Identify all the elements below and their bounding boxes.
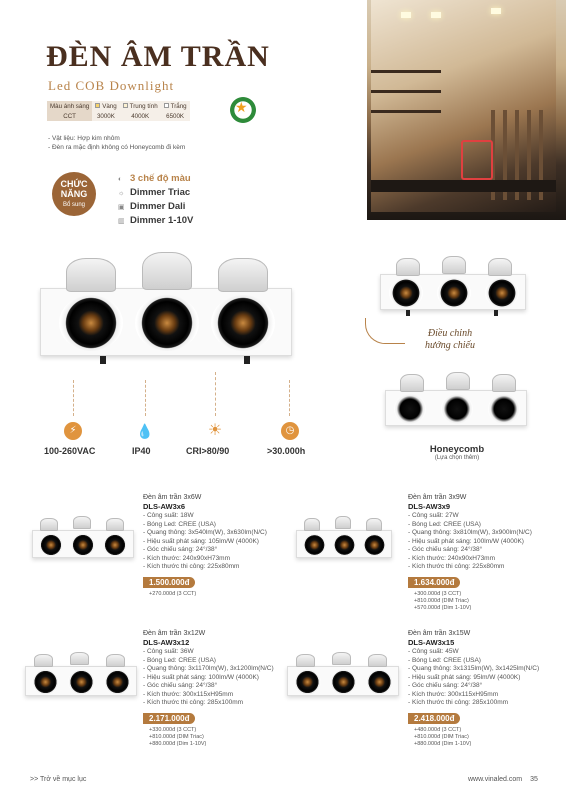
spec-line: - Kích thước thi công: 285x100mm [408,699,509,706]
product-card-3x6 [143,494,293,598]
cct-white-name: Trắng [170,102,187,110]
spec-line: - Hiệu suất phát sáng: 100lm/W (4000K) [143,673,259,681]
function-badge-line1: CHỨC [60,179,88,189]
spec-line: - Bóng Led: CREE (USA) [143,656,216,664]
addon-line: +810.000đ (DIM Triac) [414,733,469,740]
price-tag: 2.171.000đ [143,713,195,724]
cct-label-color: Màu ánh sáng [47,101,92,111]
addon-line: +570.000đ (Dim 1-10V) [414,604,472,611]
product-card-3x12 [143,630,293,748]
spring-clip-icon [446,372,470,390]
addon-line: +880.000đ (Dim 1-10V) [149,740,207,747]
cct-warm-value: 3000K [92,111,119,121]
function-badge-line3: Bổ sung [62,202,86,208]
spec-line: - Hiệu suất phát sáng: 105lm/W (4000K) [143,537,259,545]
adjust-label-line1: Điều chỉnh [427,328,473,339]
spring-clip-icon [296,654,315,667]
spec-line: - Kích thước: 240x90xH73mm [143,554,231,562]
function-badge [52,172,96,216]
office-interior-photo [371,0,556,212]
product-image-3x15 [287,666,399,696]
cct-neutral-value: 4000K [120,111,161,121]
product-card-3x9 [408,494,558,612]
adjust-fixture-image [380,274,526,310]
cct-warm-name: Vàng [102,102,117,110]
honeycomb-label [426,444,488,461]
mount-clip [494,310,498,316]
spec-line: - Hiệu suất phát sáng: 95lm/W (4000K) [408,673,521,681]
addon-line: +480.000đ (3 CCT) [414,726,462,733]
feature-dimmer-triac: Dimmer Triac [130,187,191,198]
feature-list [118,172,193,228]
adjust-direction-label [410,328,490,352]
product-code: DLS-AW3x9 [408,502,451,511]
honeycomb-note: (Lựa chọn thêm) [434,455,480,461]
product-specs [408,648,558,708]
cct-neutral-name: Trung tính [129,102,158,110]
spec-cri: CRI>80/90 [186,446,230,456]
note-honeycomb: - Đèn ra mặc định không có Honeycomb đi kèm [48,144,186,151]
feature-dimmer-dali: Dimmer Dali [130,201,186,212]
main-fixture-image [40,288,292,356]
mount-clip [244,356,250,364]
mount-clip [100,356,106,364]
spring-clip-icon [332,652,351,665]
spec-line: - Kích thước thi công: 225x80mm [143,563,240,570]
spring-clip-icon [66,258,116,292]
clock-icon: ◷ [281,422,299,440]
spec-line: - Kích thước: 300x115xH95mm [143,690,234,698]
spring-clip-icon [106,518,124,531]
page-title: ĐÈN ÂM TRẦN [46,40,270,73]
price-tag: 1.634.000đ [408,577,460,588]
back-to-index-link[interactable]: >> Trở về mục lục [30,776,87,783]
spec-line: - Quang thông: 3x1170lm(W), 3x1200lm(N/C) [143,665,274,672]
product-specs [408,512,558,572]
spec-ip: IP40 [132,446,151,456]
spring-clip-icon [366,518,382,531]
dali-icon: ▣ [118,204,125,211]
honeycomb-title: Honeycomb [429,444,485,455]
spec-line: - Kích thước: 240x90xH73mm [408,554,496,562]
product-image-3x6 [32,530,134,558]
spec-line: - Công suất: 36W [143,648,194,655]
cct-table [47,101,190,121]
spec-line: - Góc chiếu sáng: 24°/38° [143,546,218,553]
spring-clip-icon [73,516,91,529]
addon-line: +270.000đ (3 CCT) [149,590,197,597]
product-specs [143,648,293,708]
spring-clip-icon [488,258,512,276]
spec-line: - Góc chiếu sáng: 24°/38° [408,682,483,689]
price-tag: 2.418.000đ [408,713,460,724]
neutral-swatch-icon [123,103,128,108]
cct-white-value: 6500K [161,111,190,121]
price-addons [414,591,558,612]
spec-line: - Công suất: 27W [408,512,459,519]
cct-label-cct: CCT [47,111,92,121]
product-heading: Đèn âm trần 3x12W [143,630,206,637]
spring-clip-icon [40,518,58,531]
white-swatch-icon [164,103,169,108]
product-heading: Đèn âm trần 3x15W [408,630,471,637]
spring-clip-icon [218,258,268,292]
sun-icon: ☀ [207,422,223,439]
website-link[interactable]: www.vinaled.com [468,776,523,783]
spring-clip-icon [400,374,424,392]
addon-line: +810.000đ (DIM Triac) [149,733,204,740]
spec-voltage: 100-260VAC [44,446,96,456]
adjust-label-line2: hướng chiếu [425,340,475,351]
feature-dimmer-1-10v: Dimmer 1-10V [130,215,194,226]
spec-line: - Quang thông: 3x810lm(W), 3x900lm(N/C) [408,529,532,536]
product-code: DLS-AW3x12 [143,638,190,647]
addon-line: +880.000đ (Dim 1-10V) [414,740,472,747]
mount-clip [406,310,410,316]
spec-line: - Kích thước thi công: 285x100mm [143,699,244,706]
spec-line: - Bóng Led: CREE (USA) [408,520,481,528]
lightning-icon: ⚡ [64,422,82,440]
function-badge-line2: NĂNG [60,189,88,199]
warm-swatch-icon [95,103,100,108]
spec-line: - Kích thước thi công: 225x80mm [408,563,505,570]
spring-clip-icon [70,652,89,665]
spring-clip-icon [492,374,516,392]
certification-badge-icon: ★ [228,95,258,125]
spring-clip-icon [368,654,387,667]
addon-line: +300.000đ (3 CCT) [414,590,462,597]
product-specs [143,512,293,572]
price-addons [414,727,558,748]
curved-arrow-icon [365,318,405,344]
color-mode-icon: ◐ [118,176,123,183]
spec-line: - Bóng Led: CREE (USA) [143,520,216,528]
spring-clip-icon [34,654,53,667]
dimmer-icon: ▥ [118,218,125,225]
price-addons [149,727,293,748]
spring-clip-icon [335,516,351,529]
spec-line: - Bóng Led: CREE (USA) [408,656,481,664]
spec-line: - Quang thông: 3x540lm(W), 3x630lm(N/C) [143,529,267,536]
bulb-icon: ☼ [118,190,125,197]
water-drops-icon: 💧 [136,423,154,439]
spring-clip-icon [442,256,466,274]
price-tag: 1.500.000đ [143,577,195,588]
spec-line: - Góc chiếu sáng: 24°/38° [408,546,483,553]
feature-color-modes: 3 chế độ màu [130,173,191,184]
spec-line: - Công suất: 18W [143,512,194,519]
spec-line: - Góc chiếu sáng: 24°/38° [143,682,218,689]
footer-right [468,776,538,783]
addon-line: +810.000đ (DIM Triac) [414,597,469,604]
spec-line: - Công suất: 45W [408,648,459,655]
page-number: 35 [530,776,538,783]
spec-line: - Kích thước: 300x115xH95mm [408,690,499,698]
product-card-3x15 [408,630,558,748]
spring-clip-icon [396,258,420,276]
spec-lifetime: >30.000h [267,446,306,456]
spec-line: - Quang thông: 3x1315lm(W), 3x1425lm(N/C) [408,665,540,672]
spring-clip-icon [304,518,320,531]
spring-clip-icon [106,654,125,667]
notes [48,134,185,152]
price-addons [149,591,293,598]
product-image-3x9 [296,530,392,558]
addon-line: +330.000đ (3 CCT) [149,726,197,733]
spec-line: - Hiệu suất phát sáng: 100lm/W (4000K) [408,537,524,545]
product-code: DLS-AW3x6 [143,502,186,511]
page-subtitle: Led COB Downlight [48,78,175,93]
product-image-3x12 [25,666,137,696]
product-heading: Đèn âm trần 3x9W [408,494,467,501]
note-material: - Vật liệu: Hợp kim nhôm [48,135,120,142]
product-heading: Đèn âm trần 3x6W [143,494,202,501]
spring-clip-icon [142,252,192,290]
product-code: DLS-AW3x15 [408,638,455,647]
honeycomb-fixture-image [385,390,527,426]
